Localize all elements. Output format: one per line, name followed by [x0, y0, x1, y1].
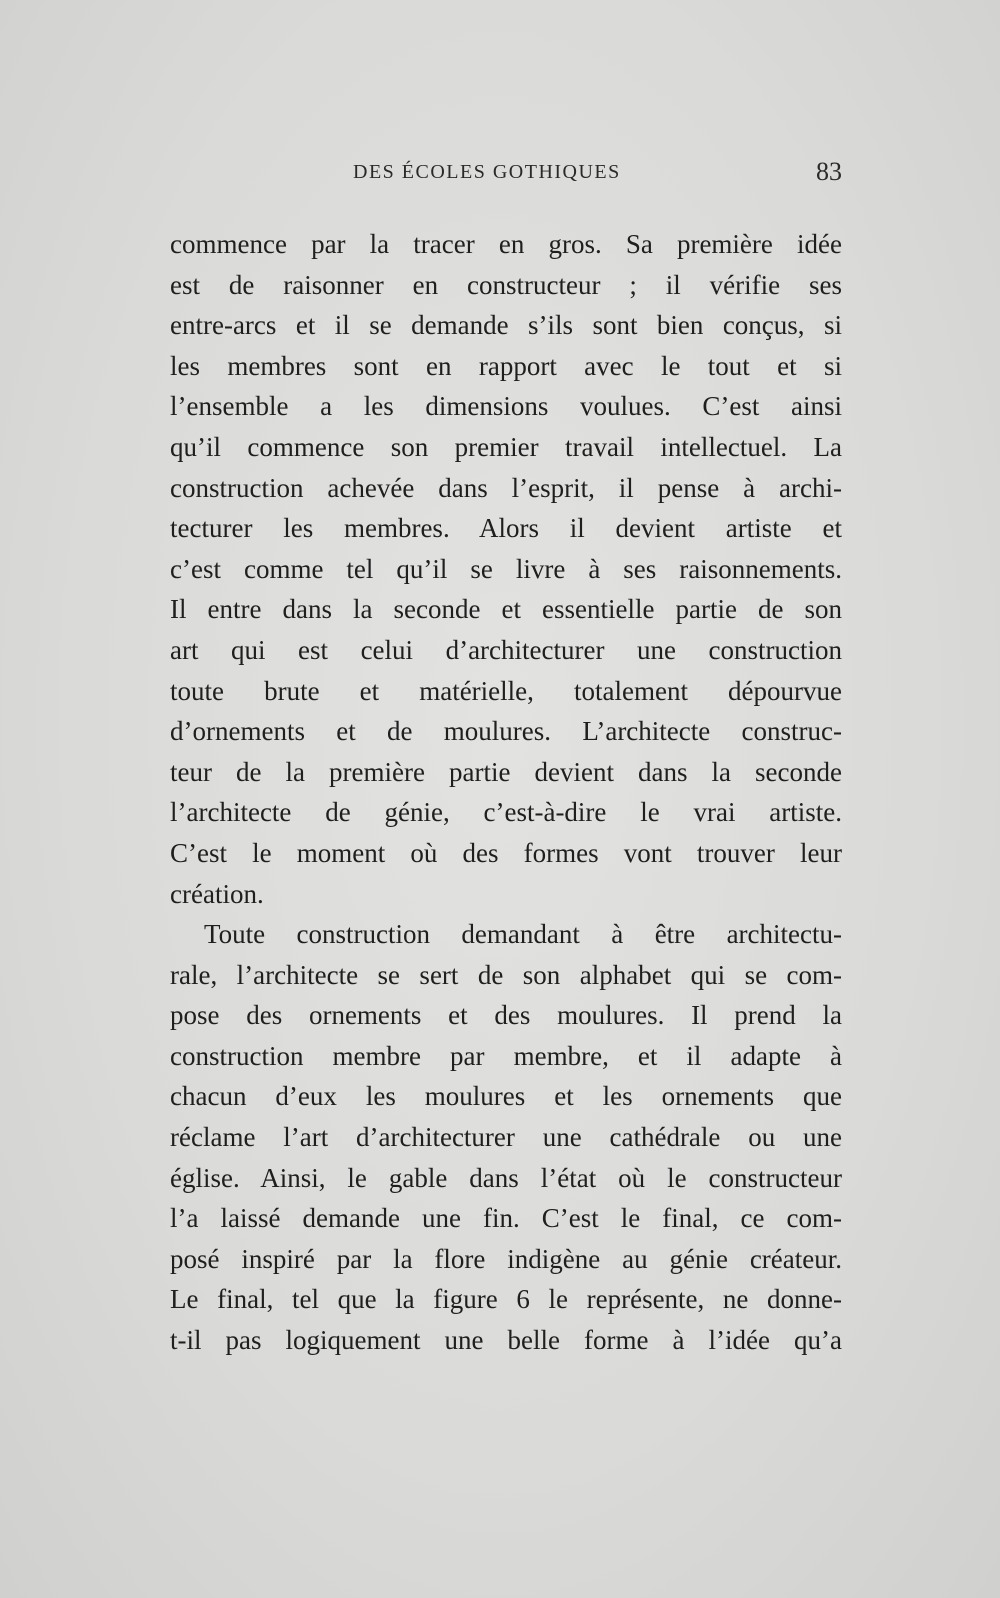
text-line: l’ensemble a les dimensions voulues. C’est ainsi	[170, 391, 842, 422]
text-line: construction achevée dans l’esprit, il pense à archi-	[170, 472, 842, 503]
text-line: l’architecte de génie, c’est-à-dire le vrai artiste.	[170, 797, 842, 828]
text-line: rale, l’architecte se sert de son alphabet qui se com-	[170, 959, 842, 990]
text-line: les membres sont en rapport avec le tout et si	[170, 350, 842, 381]
text-line: construction membre par membre, et il adapte à	[170, 1040, 842, 1071]
page-number: 83	[816, 157, 842, 186]
text-line: chacun d’eux les moulures et les ornements que	[170, 1081, 842, 1112]
text-line: est de raisonner en constructeur ; il vérifie ses	[170, 269, 842, 300]
paragraph-2	[170, 914, 842, 1361]
text-line: réclame l’art d’architecturer une cathédrale ou une	[170, 1122, 842, 1153]
body-text	[170, 224, 842, 1361]
text-line: commence par la tracer en gros. Sa première idée	[170, 229, 842, 259]
text-line: toute brute et matérielle, totalement dépourvue	[170, 675, 842, 706]
text-line: teur de la première partie devient dans la seconde	[170, 756, 842, 787]
text-line: Le final, tel que la figure 6 le représente, ne donne-	[170, 1284, 842, 1315]
text-line: d’ornements et de moulures. L’architecte construc-	[170, 716, 842, 747]
text-line: pose des ornements et des moulures. Il prend la	[170, 1000, 842, 1031]
paragraph-1	[170, 224, 842, 914]
text-line: posé inspiré par la flore indigène au génie créateur.	[170, 1243, 842, 1274]
running-title: DES ÉCOLES GOTHIQUES	[353, 161, 621, 183]
text-line: t-il pas logiquement une belle forme à l’idée qu’a	[170, 1325, 842, 1356]
text-line: création.	[170, 878, 264, 909]
text-line: C’est le moment où des formes vont trouver leur	[170, 837, 842, 868]
text-line: Toute construction demandant à être architectu-	[204, 919, 842, 950]
text-line: l’a laissé demande une fin. C’est le final, ce com-	[170, 1203, 842, 1234]
text-line: Il entre dans la seconde et essentielle partie de son	[170, 594, 842, 625]
text-line: église. Ainsi, le gable dans l’état où le constructeur	[170, 1162, 842, 1193]
text-line: tecturer les membres. Alors il devient artiste et	[170, 513, 842, 544]
text-line: entre-arcs et il se demande s’ils sont bien conçus, si	[170, 310, 842, 341]
text-line: c’est comme tel qu’il se livre à ses raisonnements.	[170, 553, 842, 584]
running-head	[170, 157, 842, 191]
text-line: qu’il commence son premier travail intellectuel. La	[170, 431, 842, 462]
text-line: art qui est celui d’architecturer une construction	[170, 634, 842, 665]
